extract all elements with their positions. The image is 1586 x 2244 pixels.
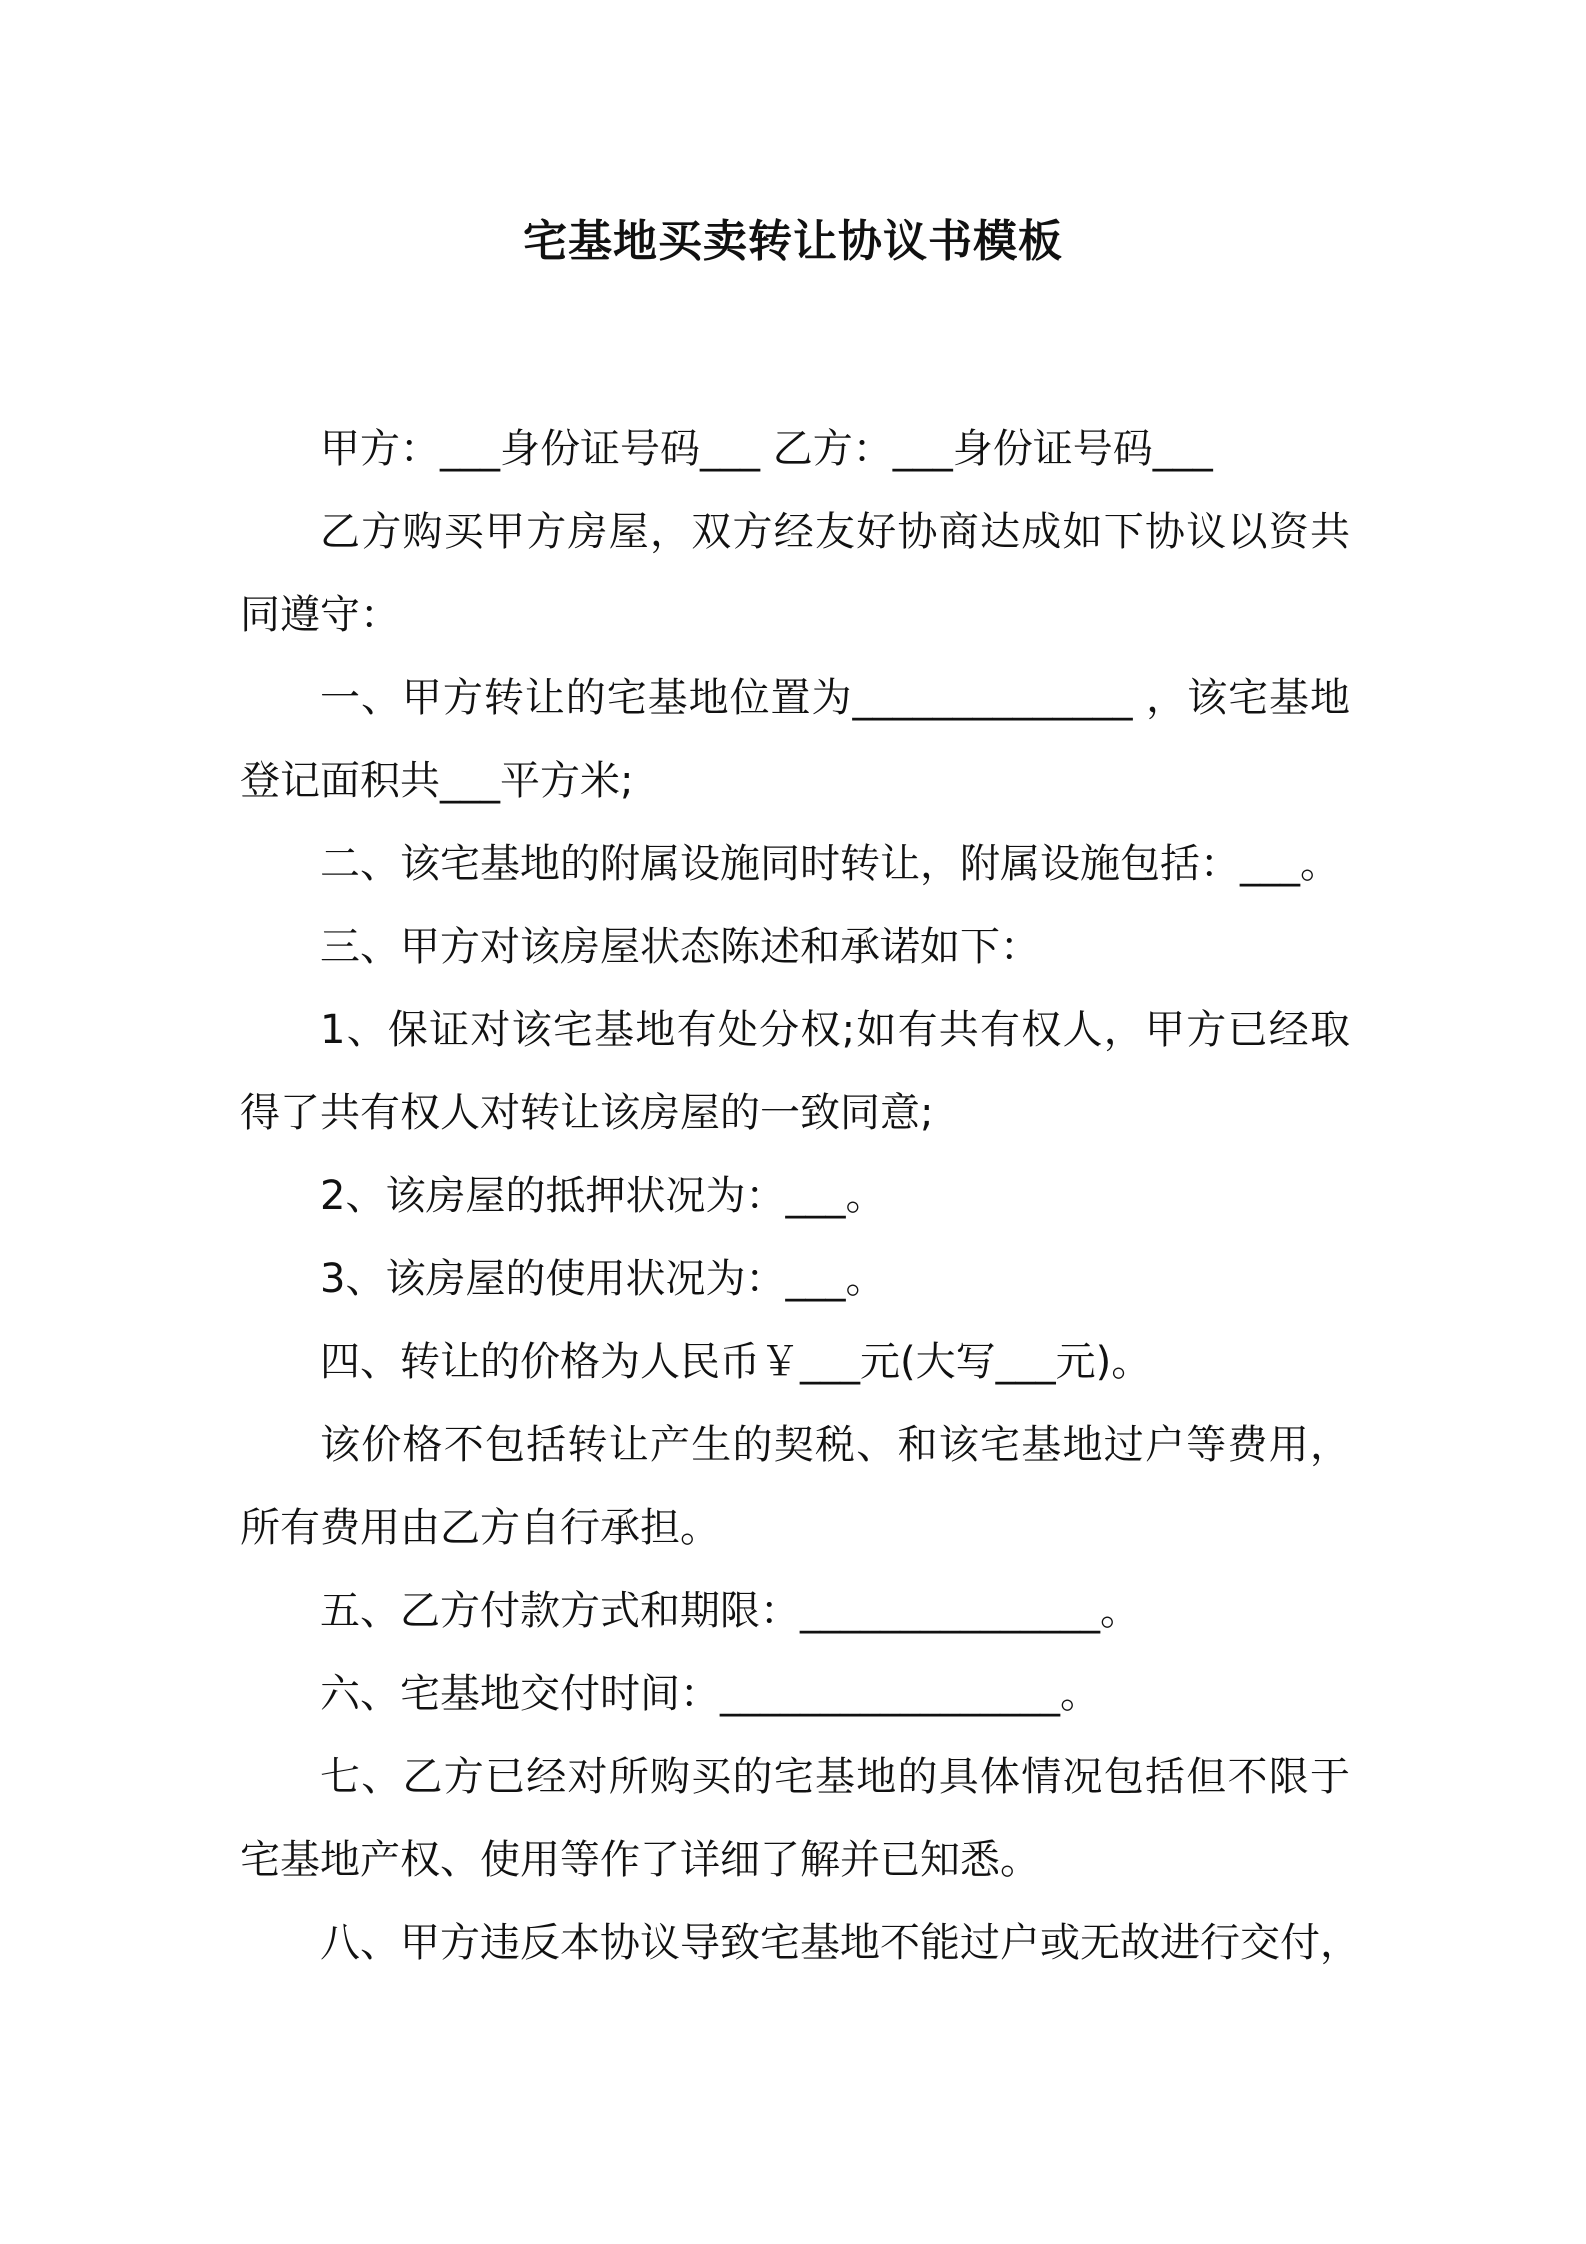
clause-3-item-3: 3、该房屋的使用状况为：___。 xyxy=(320,1256,886,1302)
clause-4-price: 四、转让的价格为人民币￥___元(大写___元)。 xyxy=(320,1339,1152,1385)
document-title: 宅基地买卖转让协议书模板 xyxy=(523,216,1063,267)
clause-3-heading: 三、甲方对该房屋状态陈述和承诺如下： xyxy=(320,924,1040,970)
clause-3-item-1: 1、保证对该宅基地有处分权;如有共有权人，甲方已经取得了共有权人对转让该房屋的一致同意; xyxy=(240,1007,1350,1136)
clause-5-payment: 五、乙方付款方式和期限：_______________。 xyxy=(320,1588,1140,1634)
clause-1-location: 一、甲方转让的宅基地位置为______________ ，该宅基地登记面积共___平方米; xyxy=(240,675,1350,804)
clause-4-fees: 该价格不包括转让产生的契税、和该宅基地过户等费用，所有费用由乙方自行承担。 xyxy=(240,1422,1350,1551)
clause-6-delivery: 六、宅基地交付时间：_________________。 xyxy=(320,1671,1100,1717)
clause-2-facilities: 二、该宅基地的附属设施同时转让，附属设施包括：___。 xyxy=(320,841,1340,887)
document-body xyxy=(240,408,1360,1985)
intro-paragraph: 乙方购买甲方房屋，双方经友好协商达成如下协议以资共同遵守： xyxy=(240,509,1350,638)
clause-3-item-2: 2、该房屋的抵押状况为：___。 xyxy=(320,1173,886,1219)
clause-7-knowledge: 七、乙方已经对所购买的宅基地的具体情况包括但不限于宅基地产权、使用等作了详细了解并已知悉。 xyxy=(240,1754,1350,1883)
party-line: 甲方：___身份证号码___ 乙方：___身份证号码___ xyxy=(320,426,1213,472)
clause-8-breach: 八、甲方违反本协议导致宅基地不能过户或无故进行交付， xyxy=(320,1920,1360,1966)
